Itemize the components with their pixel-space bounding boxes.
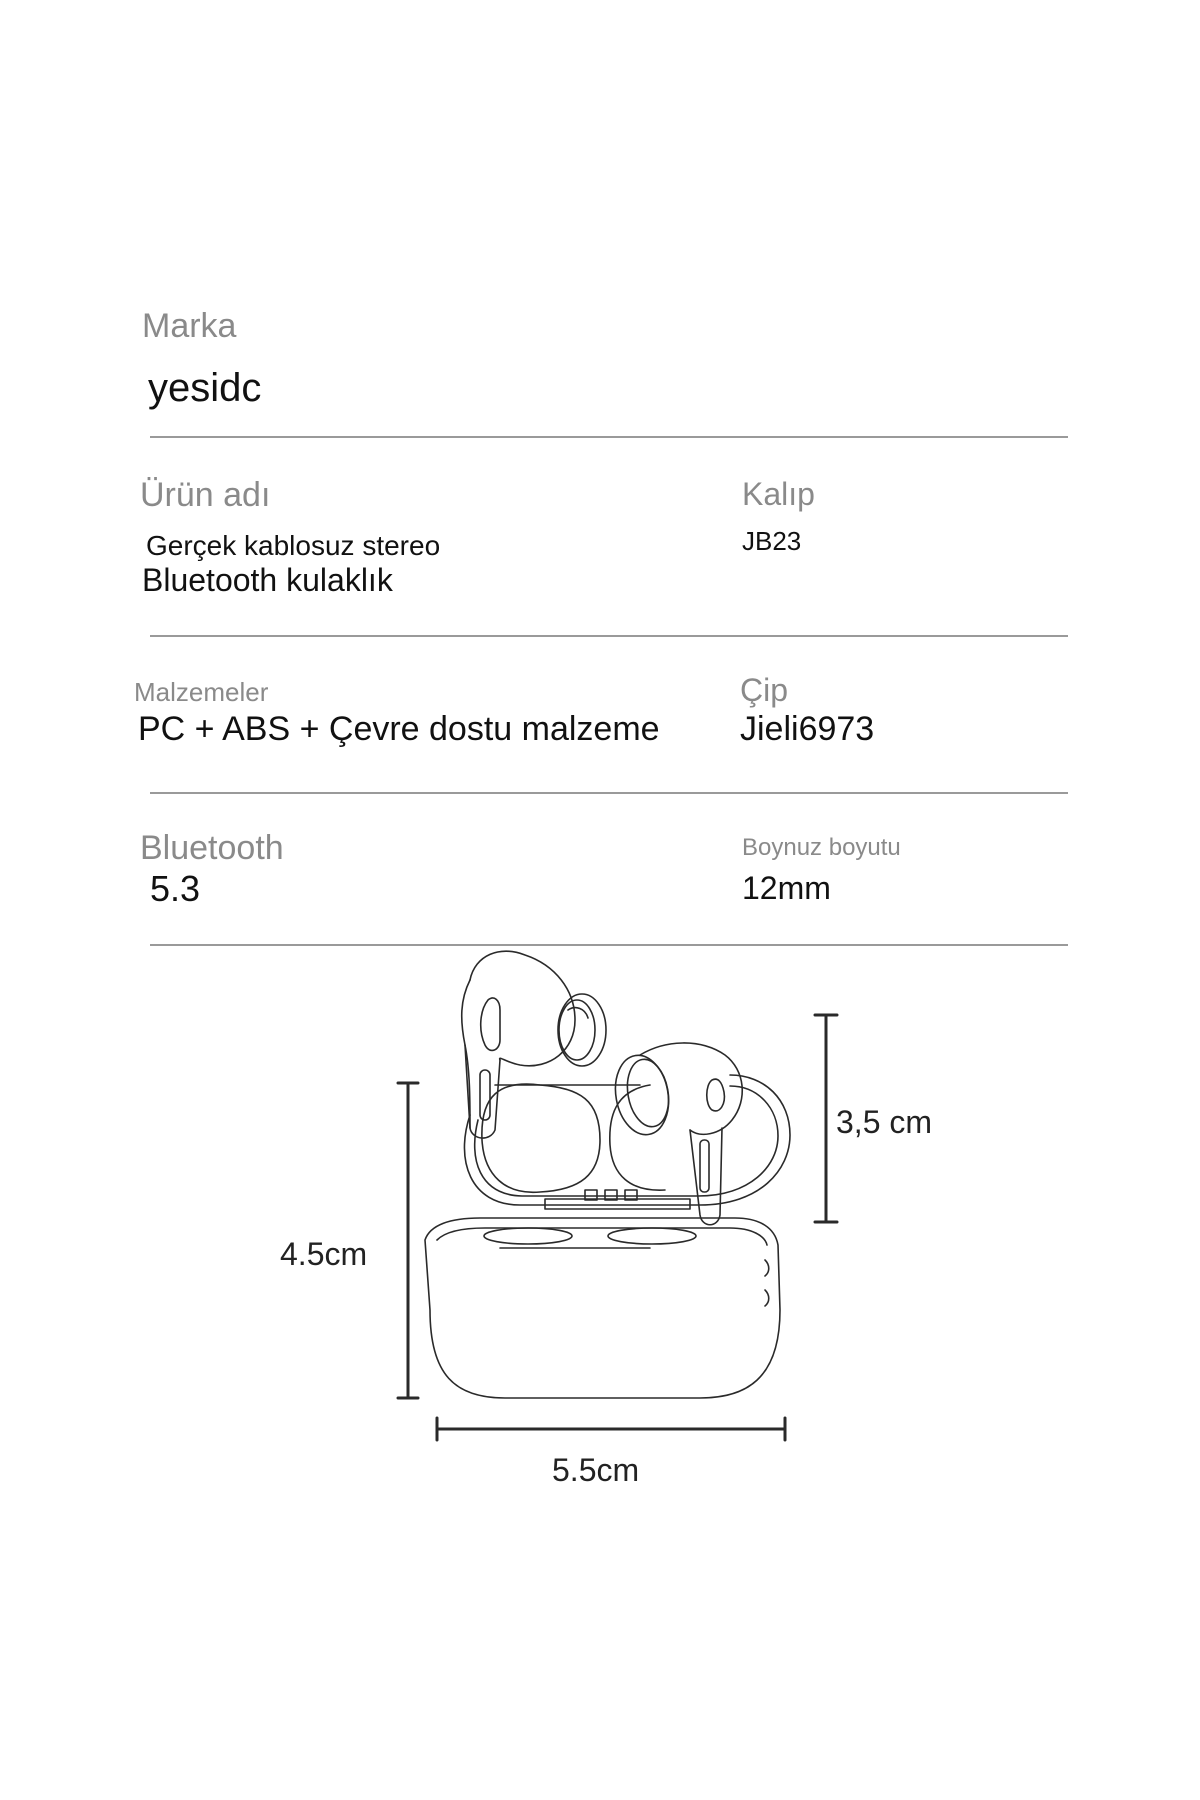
earbud-height-label: 3,5 cm <box>836 1104 933 1140</box>
right-earbud-icon <box>609 1043 742 1225</box>
earbud-height-dimension-line <box>815 1015 837 1222</box>
bluetooth-value: 5.3 <box>150 868 201 909</box>
left-earbud-icon <box>462 951 606 1138</box>
product-name-value-line2: Bluetooth kulaklık <box>142 562 393 598</box>
case-base-icon <box>425 1218 780 1398</box>
case-height-dimension-line <box>398 1083 418 1398</box>
materials-label: Malzemeler <box>134 677 269 707</box>
materials-value: PC + ABS + Çevre dostu malzeme <box>138 710 660 748</box>
speaker-size-label: Boynuz boyutu <box>742 834 901 861</box>
chip-value: Jieli6973 <box>740 710 875 748</box>
product-name-label: Ürün adı <box>140 476 271 514</box>
brand-label: Marka <box>142 307 237 345</box>
chip-label: Çip <box>740 672 789 708</box>
model-label: Kalıp <box>742 476 815 512</box>
case-width-label: 5.5cm <box>552 1452 640 1488</box>
case-width-dimension-line <box>437 1418 785 1440</box>
model-value: JB23 <box>742 526 802 556</box>
case-lid-icon <box>464 1075 790 1209</box>
case-height-label: 4.5cm <box>280 1236 368 1272</box>
speaker-size-value: 12mm <box>742 870 831 906</box>
product-name-value-line1: Gerçek kablosuz stereo <box>146 530 441 561</box>
bluetooth-label: Bluetooth <box>140 829 284 867</box>
brand-value: yesidc <box>148 366 262 410</box>
